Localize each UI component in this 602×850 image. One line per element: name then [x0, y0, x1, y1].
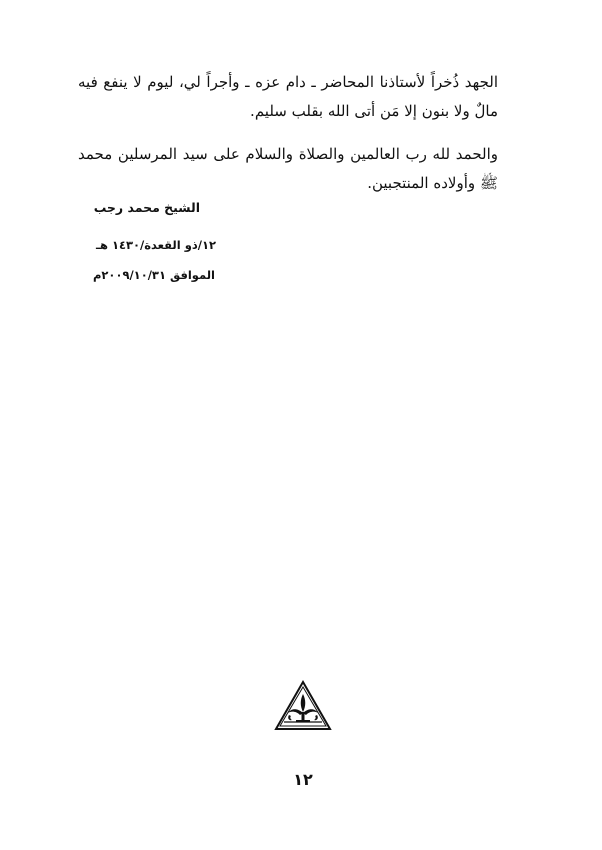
signature-name: الشيخ محمد رجب — [93, 200, 200, 215]
hijri-date: ١٢/ذو القعدة/١٤٣٠ هـ — [96, 238, 216, 252]
page-number: ١٢ — [293, 770, 313, 789]
gregorian-date: الموافق ٢٠٠٩/١٠/٣١م — [92, 268, 215, 282]
body-paragraph-1: الجهد ذُخراً لأستاذنا المحاضر ـ دام عزه ـ وأجراً لي، ليوم لا ينفع فيه مالٌ ولا بنون إلا مَن أتى الله بقلب سليم. — [78, 73, 498, 120]
body-paragraph-2: والحمد لله رب العالمين والصلاة والسلام على سيد المرسلين محمد ﷺ وأولاده المنتجبين. — [78, 145, 498, 192]
fleur-triangle-ornament-icon — [274, 680, 332, 732]
